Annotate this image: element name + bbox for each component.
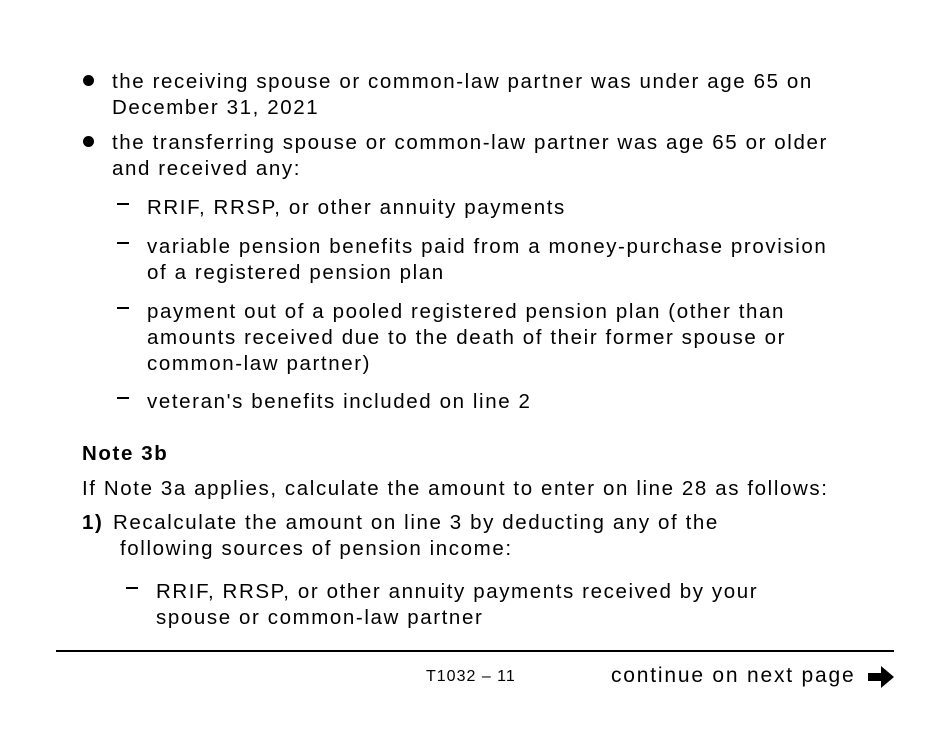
bullet2-line2: and received any: [112,157,302,180]
page-number: T1032 – 11 [426,668,516,685]
bullet1-line1: the receiving spouse or common-law partner was under age 65 on [112,70,813,93]
note3b-heading: Note 3b [82,442,169,465]
sub2-line1: variable pension benefits paid from a money-purchase provision [147,235,828,258]
step1-sub1-line2: spouse or common-law partner [156,606,484,629]
dash-icon [126,587,138,589]
bullet-icon [83,75,94,86]
dash-icon [117,397,129,399]
step1-number: 1) [82,511,104,534]
sub2-line2: of a registered pension plan [147,261,445,284]
footer-divider [56,650,894,652]
sub3-line2: amounts received due to the death of their former spouse or [147,326,787,349]
dash-icon [117,307,129,309]
bullet2-line1: the transferring spouse or common-law partner was age 65 or older [112,131,828,154]
dash-icon [117,203,129,205]
note3b-intro: If Note 3a applies, calculate the amount to enter on line 28 as follows: [82,477,829,500]
step1-sub1-line1: RRIF, RRSP, or other annuity payments received by your [156,580,759,603]
sub4-line1: veteran's benefits included on line 2 [147,390,532,413]
arrow-right-icon [868,665,895,689]
sub3-line3: common-law partner) [147,352,372,375]
step1-line2: following sources of pension income: [120,537,513,560]
bullet-icon [83,136,94,147]
continue-label: continue on next page [611,664,856,687]
dash-icon [117,242,129,244]
sub1-line1: RRIF, RRSP, or other annuity payments [147,196,566,219]
step1-line1: Recalculate the amount on line 3 by deducting any of the [113,511,719,534]
sub3-line1: payment out of a pooled registered pension plan (other than [147,300,786,323]
bullet1-line2: December 31, 2021 [112,96,320,119]
